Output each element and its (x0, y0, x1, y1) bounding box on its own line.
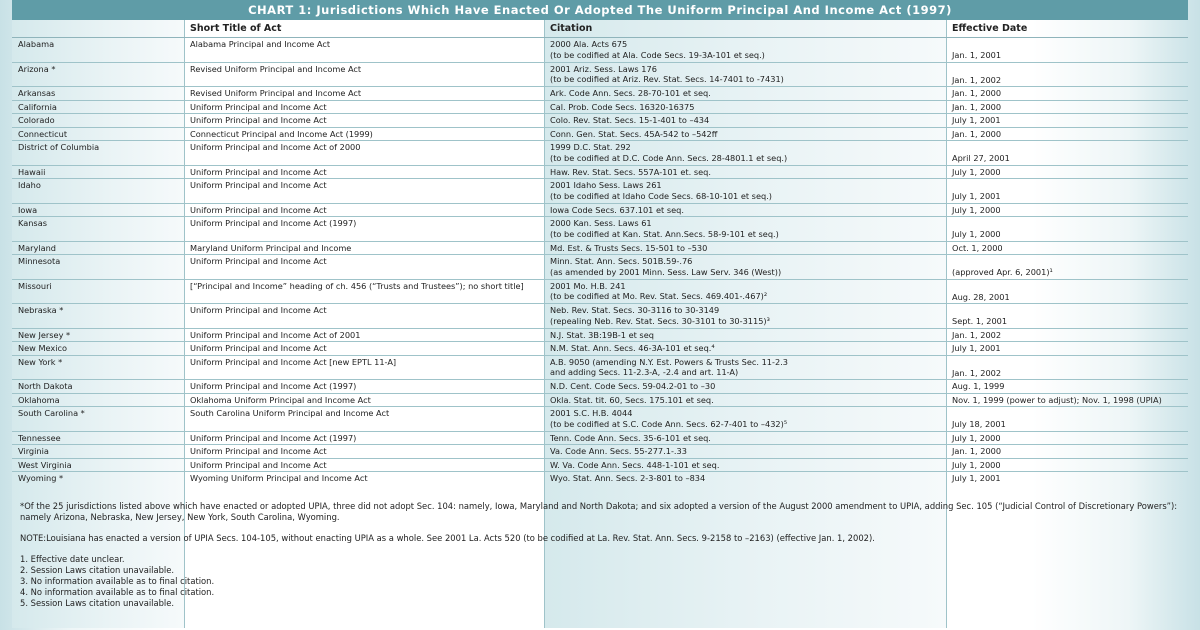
citation-line: 2000 Ala. Acts 675 (550, 39, 628, 49)
jurisdiction-cell: North Dakota (12, 380, 184, 394)
short-title-cell: Uniform Principal and Income Act (184, 179, 544, 204)
notes-section (20, 501, 1180, 609)
table-row (12, 165, 1188, 179)
jurisdiction-cell: District of Columbia (12, 141, 184, 166)
citation-cell (544, 445, 946, 459)
citation-line: and adding Secs. 11-2.3-A, -2.4 and art. 11-A) (550, 367, 739, 377)
short-title-cell: Uniform Principal and Income Act (184, 114, 544, 128)
citation-cell (544, 431, 946, 445)
effective-date-cell: April 27, 2001 (946, 141, 1188, 166)
footnote-item: 2. Session Laws citation unavailable. (20, 565, 175, 575)
table-row (12, 127, 1188, 141)
citation-line: Okla. Stat. tit. 60, Secs. 175.101 et seq. (550, 394, 714, 405)
jurisdiction-cell: West Virginia (12, 458, 184, 472)
short-title-cell: Uniform Principal and Income Act [new EPTL 11-A] (184, 355, 544, 380)
citation-cell (544, 328, 946, 342)
citation-cell (544, 114, 946, 128)
effective-date-cell: Aug. 28, 2001 (946, 279, 1188, 304)
jurisdiction-cell: Connecticut (12, 127, 184, 141)
citation-cell (544, 203, 946, 217)
table-row (12, 431, 1188, 445)
table-row (12, 87, 1188, 101)
effective-date-cell: July 1, 2000 (946, 217, 1188, 242)
effective-date-cell: Jan. 1, 2001 (946, 38, 1188, 63)
citation-cell (544, 127, 946, 141)
footnote-item: 3. No information available as to final citation. (20, 576, 215, 586)
citation-line: (to be codified at Idaho Code Secs. 68-10-101 et seq.) (550, 190, 772, 201)
jurisdictions-table (12, 21, 1188, 485)
short-title-cell: South Carolina Uniform Principal and Income Act (184, 407, 544, 432)
note-footnote-star: *Of the 25 jurisdictions listed above which have enacted or adopted UPIA, three did not adopt Sec. 104: namely, Iowa, Maryland and North Dakota; and six adopted a version of the August 2000 amendment to UPIA, adding Sec. 105 (“Judicial Control of Discretionary Powers”): namely Arizona, Nebraska, New Jersey, New York, South Carolina, Wyoming. (20, 501, 1178, 522)
short-title-cell: Revised Uniform Principal and Income Act (184, 62, 544, 87)
jurisdiction-cell: Iowa (12, 203, 184, 217)
short-title-cell: Uniform Principal and Income Act (184, 445, 544, 459)
citation-line: Neb. Rev. Stat. Secs. 30-3116 to 30-3149 (550, 305, 720, 315)
table-row (12, 407, 1188, 432)
jurisdiction-cell: Arizona * (12, 62, 184, 87)
citation-line: 2001 S.C. H.B. 4044 (550, 408, 633, 418)
effective-date-cell: Jan. 1, 2000 (946, 87, 1188, 101)
citation-cell (544, 458, 946, 472)
citation-line: (to be codified at D.C. Code Ann. Secs. 28-4801.1 et seq.) (550, 152, 788, 163)
short-title-cell: Uniform Principal and Income Act (184, 165, 544, 179)
citation-cell (544, 279, 946, 304)
citation-cell (544, 217, 946, 242)
short-title-cell: Oklahoma Uniform Principal and Income Act (184, 393, 544, 407)
table-row (12, 279, 1188, 304)
short-title-cell: [“Principal and Income” heading of ch. 456 (“Trusts and Trustees”); no short title] (184, 279, 544, 304)
header-effective-date: Effective Date (946, 21, 1188, 38)
table-row (12, 179, 1188, 204)
short-title-cell: Uniform Principal and Income Act (184, 100, 544, 114)
citation-cell (544, 407, 946, 432)
citation-line: 2001 Mo. H.B. 241 (550, 280, 626, 291)
table-row (12, 62, 1188, 87)
citation-line: Conn. Gen. Stat. Secs. 45A-542 to –542ff (550, 128, 718, 139)
citation-line: (to be codified at Ariz. Rev. Stat. Secs. 14-7401 to -7431) (550, 74, 784, 84)
citation-cell (544, 255, 946, 280)
citation-cell (544, 472, 946, 485)
citation-line: (to be codified at Mo. Rev. Stat. Secs. 469.401-.467)² (550, 291, 768, 301)
jurisdiction-cell: New Mexico (12, 342, 184, 356)
table-row (12, 328, 1188, 342)
jurisdiction-cell: Nebraska * (12, 304, 184, 329)
effective-date-cell: Jan. 1, 2000 (946, 127, 1188, 141)
effective-date-cell: Jan. 1, 2002 (946, 62, 1188, 87)
jurisdiction-cell: Arkansas (12, 87, 184, 101)
effective-date-cell: July 1, 2000 (946, 165, 1188, 179)
jurisdiction-cell: South Carolina * (12, 407, 184, 432)
citation-line: W. Va. Code Ann. Secs. 448-1-101 et seq. (550, 459, 720, 470)
table-row (12, 472, 1188, 485)
citation-cell (544, 179, 946, 204)
short-title-cell: Maryland Uniform Principal and Income (184, 241, 544, 255)
footnote-item: 1. Effective date unclear. (20, 554, 125, 564)
citation-line: (as amended by 2001 Minn. Sess. Law Serv. 346 (West)) (550, 266, 782, 277)
short-title-cell: Uniform Principal and Income Act (184, 342, 544, 356)
chart-title: CHART 1: Jurisdictions Which Have Enacted Or Adopted The Uniform Principal And Income Act (1997) (12, 0, 1188, 20)
citation-cell (544, 38, 946, 63)
table-row (12, 458, 1188, 472)
citation-line: (repealing Neb. Rev. Stat. Secs. 30-3101 to 30-3115)³ (550, 315, 770, 326)
effective-date-cell: July 1, 2000 (946, 203, 1188, 217)
short-title-cell: Connecticut Principal and Income Act (1999) (184, 127, 544, 141)
citation-line: 2001 Ariz. Sess. Laws 176 (550, 63, 657, 74)
short-title-cell: Uniform Principal and Income Act of 2001 (184, 328, 544, 342)
citation-cell (544, 393, 946, 407)
citation-line: 2000 Kan. Sess. Laws 61 (550, 218, 652, 228)
citation-cell (544, 100, 946, 114)
citation-line: Haw. Rev. Stat. Secs. 557A-101 et. seq. (550, 166, 711, 177)
effective-date-cell: July 18, 2001 (946, 407, 1188, 432)
effective-date-cell: Oct. 1, 2000 (946, 241, 1188, 255)
footnote-item: 4. No information available as to final citation. (20, 587, 215, 597)
citation-cell (544, 355, 946, 380)
citation-line: Colo. Rev. Stat. Secs. 15-1-401 to –434 (550, 115, 710, 125)
jurisdiction-cell: New Jersey * (12, 328, 184, 342)
short-title-cell: Uniform Principal and Income Act (184, 203, 544, 217)
effective-date-cell: July 1, 2001 (946, 179, 1188, 204)
table-row (12, 380, 1188, 394)
table-row (12, 141, 1188, 166)
short-title-cell: Wyoming Uniform Principal and Income Act (184, 472, 544, 485)
effective-date-cell: July 1, 2000 (946, 431, 1188, 445)
table-body (12, 38, 1188, 485)
jurisdiction-cell: Alabama (12, 38, 184, 63)
short-title-cell: Uniform Principal and Income Act (184, 255, 544, 280)
jurisdiction-cell: California (12, 100, 184, 114)
header-jurisdiction (12, 21, 184, 38)
footnote-item: 5. Session Laws citation unavailable. (20, 598, 175, 608)
jurisdiction-cell: Virginia (12, 445, 184, 459)
citation-cell (544, 241, 946, 255)
table-row (12, 304, 1188, 329)
effective-date-cell: (approved Apr. 6, 2001)¹ (946, 255, 1188, 280)
citation-line: Md. Est. & Trusts Secs. 15-501 to –530 (550, 242, 708, 253)
effective-date-cell: July 1, 2001 (946, 114, 1188, 128)
citation-line: 1999 D.C. Stat. 292 (550, 142, 631, 152)
citation-line: N.J. Stat. 3B:19B-1 et seq (550, 329, 654, 340)
citation-line: (to be codified at Kan. Stat. Ann.Secs. 58-9-101 et seq.) (550, 228, 779, 239)
short-title-cell: Uniform Principal and Income Act (1997) (184, 217, 544, 242)
short-title-cell: Revised Uniform Principal and Income Act (184, 87, 544, 101)
citation-line: (to be codified at S.C. Code Ann. Secs. 62-7-401 to –432)⁵ (550, 418, 788, 429)
table-row (12, 241, 1188, 255)
short-title-cell: Uniform Principal and Income Act (184, 458, 544, 472)
short-title-cell: Uniform Principal and Income Act of 2000 (184, 141, 544, 166)
effective-date-cell: Sept. 1, 2001 (946, 304, 1188, 329)
effective-date-cell: July 1, 2000 (946, 458, 1188, 472)
table-row (12, 445, 1188, 459)
citation-cell (544, 87, 946, 101)
effective-date-cell: Aug. 1, 1999 (946, 380, 1188, 394)
effective-date-cell: Jan. 1, 2002 (946, 328, 1188, 342)
short-title-cell: Alabama Principal and Income Act (184, 38, 544, 63)
jurisdiction-cell: Wyoming * (12, 472, 184, 485)
jurisdiction-cell: Kansas (12, 217, 184, 242)
citation-cell (544, 342, 946, 356)
effective-date-cell: Jan. 1, 2000 (946, 445, 1188, 459)
header-short-title: Short Title of Act (184, 21, 544, 38)
short-title-cell: Uniform Principal and Income Act (1997) (184, 380, 544, 394)
citation-cell (544, 304, 946, 329)
table-row (12, 255, 1188, 280)
table-row (12, 342, 1188, 356)
table-row (12, 217, 1188, 242)
citation-cell (544, 141, 946, 166)
citation-cell (544, 62, 946, 87)
jurisdiction-cell: Tennessee (12, 431, 184, 445)
citation-line: (to be codified at Ala. Code Secs. 19-3A-101 et seq.) (550, 49, 765, 60)
citation-line: N.M. Stat. Ann. Secs. 46-3A-101 et seq.⁴ (550, 343, 715, 353)
citation-line: Iowa Code Secs. 637.101 et seq. (550, 204, 684, 215)
citation-line: N.D. Cent. Code Secs. 59-04.2-01 to –30 (550, 381, 716, 391)
jurisdiction-cell: Idaho (12, 179, 184, 204)
citation-line: Wyo. Stat. Ann. Secs. 2-3-801 to –834 (550, 473, 706, 483)
citation-line: Ark. Code Ann. Secs. 28-70-101 et seq. (550, 88, 711, 98)
jurisdiction-cell: Hawaii (12, 165, 184, 179)
citation-line: A.B. 9050 (amending N.Y. Est. Powers & Trusts Sec. 11-2.3 (550, 356, 788, 367)
effective-date-cell: Jan. 1, 2002 (946, 355, 1188, 380)
table-row (12, 114, 1188, 128)
effective-date-cell: July 1, 2001 (946, 342, 1188, 356)
short-title-cell: Uniform Principal and Income Act (184, 304, 544, 329)
citation-line: Tenn. Code Ann. Secs. 35-6-101 et seq. (550, 432, 711, 443)
citation-cell (544, 380, 946, 394)
table-header-row (12, 21, 1188, 38)
citation-cell (544, 165, 946, 179)
note-louisiana: NOTE:Louisiana has enacted a version of UPIA Secs. 104-105, without enacting UPIA as a whole. See 2001 La. Acts 520 (to be codified at La. Rev. Stat. Ann. Secs. 9-2158 to –2163) (effective Jan. 1, 2002). (20, 533, 875, 543)
effective-date-cell: July 1, 2001 (946, 472, 1188, 485)
table-row (12, 393, 1188, 407)
table-row (12, 203, 1188, 217)
jurisdiction-cell: Missouri (12, 279, 184, 304)
jurisdiction-cell: New York * (12, 355, 184, 380)
jurisdiction-cell: Maryland (12, 241, 184, 255)
jurisdiction-cell: Minnesota (12, 255, 184, 280)
table-row (12, 38, 1188, 63)
citation-line: 2001 Idaho Sess. Laws 261 (550, 180, 662, 190)
citation-line: Va. Code Ann. Secs. 55-277.1-.33 (550, 446, 687, 456)
short-title-cell: Uniform Principal and Income Act (1997) (184, 431, 544, 445)
citation-line: Minn. Stat. Ann. Secs. 501B.59-.76 (550, 256, 693, 266)
jurisdiction-cell: Oklahoma (12, 393, 184, 407)
jurisdiction-cell: Colorado (12, 114, 184, 128)
table-row (12, 100, 1188, 114)
effective-date-cell: Nov. 1, 1999 (power to adjust); Nov. 1, 1998 (UPIA) (946, 393, 1188, 407)
header-citation: Citation (544, 21, 946, 38)
citation-line: Cal. Prob. Code Secs. 16320-16375 (550, 101, 695, 112)
effective-date-cell: Jan. 1, 2000 (946, 100, 1188, 114)
table-row (12, 355, 1188, 380)
